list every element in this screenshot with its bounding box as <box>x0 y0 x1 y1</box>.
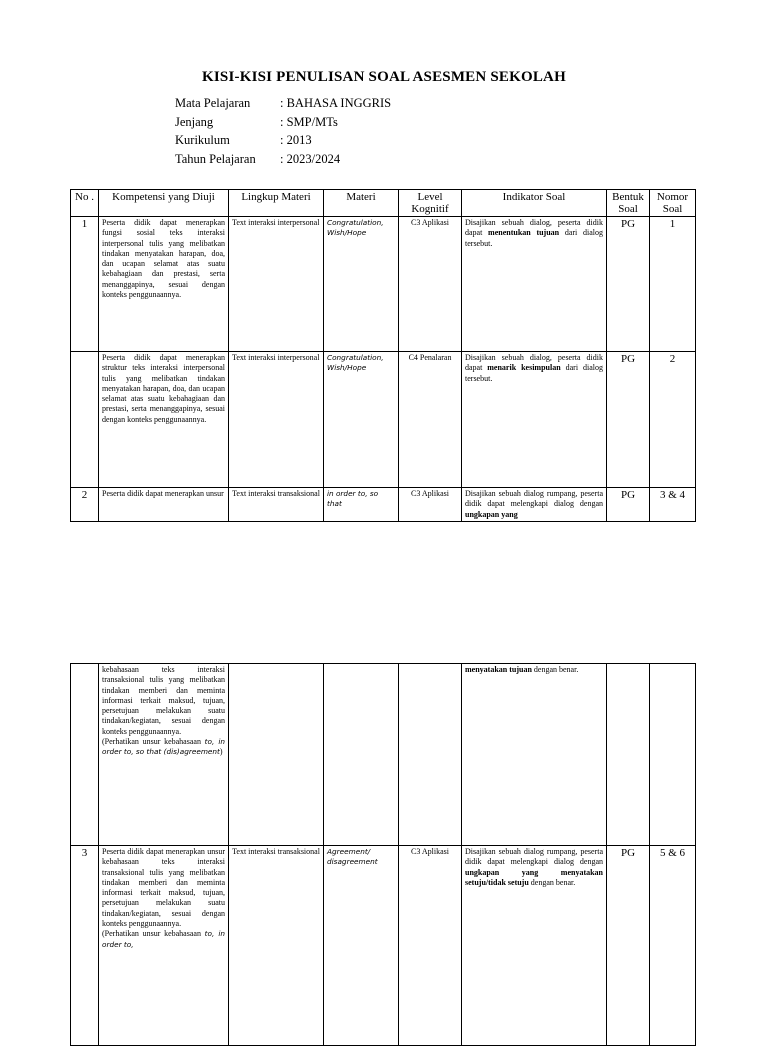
cell-cognitive-level: C3 Aplikasi <box>399 846 462 1046</box>
header-indicator: Indikator Soal <box>462 190 607 217</box>
meta-row-year <box>175 152 391 171</box>
indicator-text: Disajikan sebuah dialog, peserta didik dapat <box>465 218 603 238</box>
table-header-row <box>71 190 696 217</box>
meta-row-curriculum <box>175 133 391 152</box>
header-no: No . <box>71 190 99 217</box>
cell-indicator <box>462 352 607 488</box>
table-row <box>71 664 696 846</box>
indicator-text: dengan benar. <box>528 877 576 887</box>
cell-scope: Text interaksi transaksional <box>229 846 324 1046</box>
meta-row-subject <box>175 96 391 115</box>
cell-cognitive-level: C3 Aplikasi <box>399 488 462 522</box>
cell-scope: Text interaksi interpersonal <box>229 217 324 352</box>
meta-value: : 2023/2024 <box>280 151 341 166</box>
cell-question-type: PG <box>607 488 650 522</box>
indicator-text: Disajikan sebuah dialog rumpang, peserta didik dapat melengkapi dialog dengan <box>465 489 603 509</box>
document-meta <box>175 96 391 170</box>
table-row <box>71 352 696 488</box>
cell-no <box>71 352 99 488</box>
cell-no: 3 <box>71 846 99 1046</box>
indicator-keyword: menarik kesimpulan <box>487 363 561 373</box>
cell-no <box>71 664 99 846</box>
cell-material <box>324 664 399 846</box>
cell-competency <box>99 664 229 846</box>
cell-indicator <box>462 217 607 352</box>
cell-question-type: PG <box>607 217 650 352</box>
header-question-type: Bentuk Soal <box>607 190 650 217</box>
cell-material: Congratulation, Wish/Hope <box>324 352 399 488</box>
header-cognitive-level: Level Kognitif <box>399 190 462 217</box>
cell-material: Agreement/ disagreement <box>324 846 399 1046</box>
cell-scope: Text interaksi transaksional <box>229 488 324 522</box>
cell-indicator <box>462 846 607 1046</box>
cell-competency: Peserta didik dapat menerapkan struktur teks interaksi interpersonal tulis yang melibatkan tindakan menyatakan harapan, doa, dan ucapan selamat atas suatu kebahagiaan dan prestasi, serta menanggapinya, sesuai dengan konteks penggunaannya. <box>99 352 229 488</box>
meta-value: : 2013 <box>280 133 312 147</box>
indicator-keyword: ungkapan yang menyatakan setuju/tidak setuju <box>465 867 603 887</box>
cell-question-number: 1 <box>650 217 696 352</box>
table-row <box>71 217 696 352</box>
cell-no: 1 <box>71 217 99 352</box>
competency-text: kebahasaan teks interaksi transaksional tulis yang melibatkan tindakan memberi dan meminta informasi terkait maksud, tujuan, persetujuan melakukan suatu tindakan/kegiatan, sesuai dengan konteks penggunaannya. <box>102 665 225 736</box>
meta-label: Mata Pelajaran <box>175 96 251 110</box>
meta-label: Kurikulum <box>175 133 230 147</box>
cell-indicator <box>462 488 607 522</box>
competency-text: Peserta didik dapat menerapkan unsur kebahasaan teks interaksi transaksional tulis yang melibatkan tindakan memberi dan meminta informasi terkait maksud, tujuan, persetujuan melakukan suatu tindakan/kegiatan, sesuai dengan konteks penggunaannya. <box>102 847 225 929</box>
meta-value: : SMP/MTs <box>280 114 338 129</box>
cell-question-number: 3 & 4 <box>650 488 696 522</box>
table-row <box>71 846 696 1046</box>
table-row <box>71 488 696 522</box>
indicator-text: dari dialog tersebut. <box>465 363 603 383</box>
cell-scope <box>229 664 324 846</box>
grid-table-page-2 <box>70 663 696 1046</box>
cell-question-number <box>650 664 696 846</box>
cell-question-type: PG <box>607 352 650 488</box>
header-competency: Kompetensi yang Diuji <box>99 190 229 217</box>
cell-competency: Peserta didik dapat menerapkan fungsi sosial teks interaksi interpersonal tulis yang melibatkan tindakan menyatakan harapan, doa, dan ucapan selamat atas suatu kebahagiaan dan prestasi, serta menanggapinya, sesuai dengan konteks penggunaannya. <box>99 217 229 352</box>
cell-no: 2 <box>71 488 99 522</box>
cell-cognitive-level <box>399 664 462 846</box>
indicator-text: dengan benar. <box>531 665 579 674</box>
competency-note: ) <box>219 747 223 757</box>
cell-scope: Text interaksi interpersonal <box>229 352 324 488</box>
cell-indicator <box>462 664 607 846</box>
cell-competency <box>99 846 229 1046</box>
header-question-number: Nomor Soal <box>650 190 696 217</box>
cell-material: Congratulation, Wish/Hope <box>324 217 399 352</box>
indicator-text: dari dialog tersebut. <box>465 228 603 248</box>
cell-cognitive-level: C4 Penalaran <box>399 352 462 488</box>
header-scope: Lingkup Materi <box>229 190 324 217</box>
header-material: Materi <box>324 190 399 217</box>
cell-cognitive-level: C3 Aplikasi <box>399 217 462 352</box>
indicator-keyword: menentukan tujuan <box>488 228 560 238</box>
indicator-keyword: menyatakan tujuan <box>465 665 532 674</box>
document-title: KISI-KISI PENULISAN SOAL ASESMEN SEKOLAH <box>202 69 566 85</box>
meta-label: Tahun Pelajaran <box>175 151 256 166</box>
cell-question-type <box>607 664 650 846</box>
cell-competency: Peserta didik dapat menerapkan unsur <box>99 488 229 522</box>
cell-question-type: PG <box>607 846 650 1046</box>
competency-note-italic: to, in order to, so that (dis)agreement <box>102 737 225 757</box>
meta-label: Jenjang <box>175 114 214 129</box>
cell-question-number: 2 <box>650 352 696 488</box>
cell-material: in order to, so that <box>324 488 399 522</box>
indicator-text: Disajikan sebuah dialog, peserta didik dapat <box>465 353 603 373</box>
grid-table-page-1 <box>70 189 696 522</box>
cell-question-number: 5 & 6 <box>650 846 696 1046</box>
meta-value: : BAHASA INGGRIS <box>280 96 392 110</box>
indicator-keyword: ungkapan yang <box>465 509 518 519</box>
indicator-text: Disajikan sebuah dialog rumpang, peserta didik dapat melengkapi dialog dengan <box>465 847 603 867</box>
competency-note-italic: to, in order to, <box>102 929 225 949</box>
competency-note: (Perhatikan unsur kebahasaan <box>102 737 205 747</box>
competency-note: (Perhatikan unsur kebahasaan <box>102 929 205 939</box>
meta-row-level <box>175 115 391 134</box>
